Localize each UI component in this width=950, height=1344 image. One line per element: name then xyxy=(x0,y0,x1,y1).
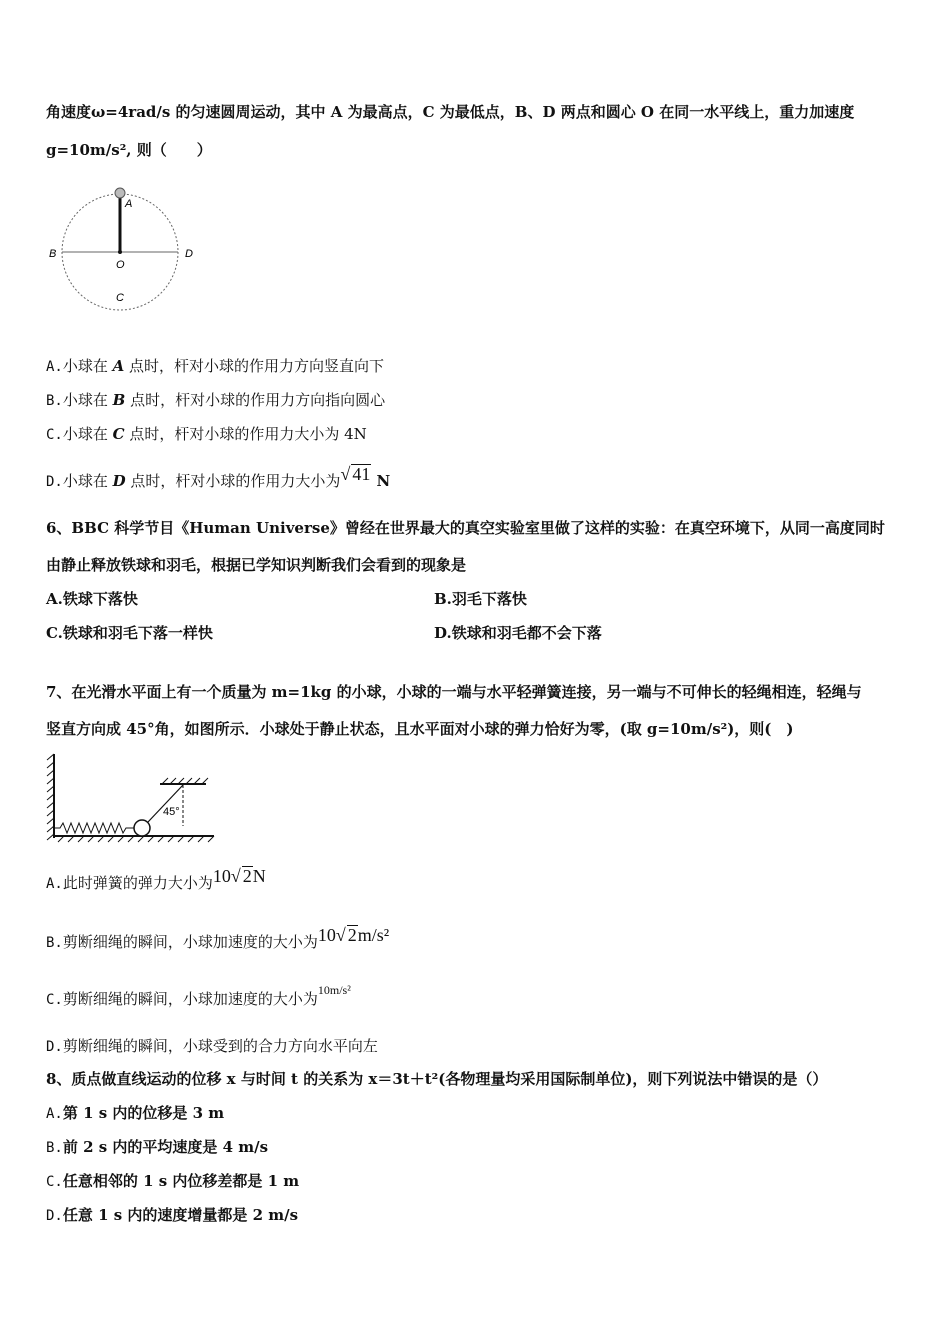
q5-label-O: O xyxy=(116,259,125,271)
q7-option-d[interactable] xyxy=(46,1036,378,1057)
q7-stem-line2: 竖直方向成 45°角，如图所示．小球处于静止状态，且水平面对小球的弹力恰好为零，(取 g=10m/s²)，则( ) xyxy=(46,720,794,738)
q7-option-d-text: 剪断细绳的瞬间，小球受到的合力方向水平向左 xyxy=(62,1037,378,1055)
q5-option-c-prefix: C. xyxy=(46,427,63,443)
q5-option-c-text2: 点时，杆对小球的作用力大小为 4N xyxy=(124,425,367,443)
q5-option-c-text1: 小球在 xyxy=(62,425,113,443)
q7-option-a-math: 10√ 2N xyxy=(212,866,266,886)
q5-option-a-point: A xyxy=(112,357,125,375)
q7-option-a-radicand: 2 xyxy=(242,866,252,886)
q8-option-b-text: 前 2 s 内的平均速度是 4 m/s xyxy=(62,1138,269,1156)
q8-option-c-prefix: C. xyxy=(46,1174,63,1190)
q7-spring xyxy=(54,823,134,833)
q5-label-C: C xyxy=(116,292,124,304)
q8-option-c[interactable] xyxy=(46,1171,299,1192)
q5-option-b-point: B xyxy=(112,391,126,409)
q6-option-d[interactable]: D.铁球和羽毛都不会下落 xyxy=(434,624,602,642)
q5-circle-figure xyxy=(44,182,204,322)
q5-option-a[interactable] xyxy=(46,356,384,377)
q5-option-a-prefix: A. xyxy=(46,359,63,375)
q6-stem-line2: 由静止释放铁球和羽毛，根据已学知识判断我们会看到的现象是 xyxy=(46,556,467,574)
q7-angle-label: 45° xyxy=(163,806,180,818)
q7-option-c[interactable] xyxy=(46,983,351,1010)
q7-option-b-unit: m/s² xyxy=(357,925,390,945)
q5-option-b[interactable] xyxy=(46,390,385,411)
q5-option-b-prefix: B. xyxy=(46,393,63,409)
q7-ball xyxy=(134,820,150,836)
q5-label-B: B xyxy=(49,248,57,260)
q7-option-c-prefix: C. xyxy=(46,992,63,1008)
q7-option-b[interactable] xyxy=(46,925,390,953)
q5-option-a-text1: 小球在 xyxy=(62,357,113,375)
q7-option-b-radicand: 2 xyxy=(347,925,357,945)
q5-option-d[interactable] xyxy=(46,464,391,492)
q5-option-c[interactable] xyxy=(46,424,367,445)
q5-ball xyxy=(115,188,125,198)
q5-option-b-text2: 点时，杆对小球的作用力方向指向圆心 xyxy=(125,391,386,409)
q5-option-c-point: C xyxy=(112,425,125,443)
q8-option-d-prefix: D. xyxy=(46,1208,63,1224)
q7-option-b-math: 10√ 2m/s² xyxy=(317,925,390,945)
q8-option-a-text: 第 1 s 内的位移是 3 m xyxy=(62,1104,225,1122)
q7-option-d-prefix: D. xyxy=(46,1039,63,1055)
q7-option-a-text: 此时弹簧的弹力大小为 xyxy=(62,874,213,892)
q5-option-d-radicand: 41 xyxy=(352,464,371,484)
q5-option-d-text1: 小球在 xyxy=(62,472,113,490)
q8-option-d-text: 任意 1 s 内的速度增量都是 2 m/s xyxy=(62,1206,299,1224)
q5-label-D: D xyxy=(185,248,193,260)
q7-option-a-prefix: A. xyxy=(46,876,63,892)
q7-spring-figure xyxy=(44,752,219,846)
q6-option-b[interactable]: B.羽毛下落快 xyxy=(434,590,527,608)
q7-option-b-prefix: B. xyxy=(46,935,63,951)
q5-option-d-sqrt: √ 41 xyxy=(340,464,371,484)
q7-option-a-coef: 10 xyxy=(212,866,231,886)
q8-option-c-text: 任意相邻的 1 s 内位移差都是 1 m xyxy=(62,1172,300,1190)
q6-stem-line1: 6、BBC 科学节目《Human Universe》曾经在世界最大的真空实验室里做了这样的实验：在真空环境下，从同一高度同时 xyxy=(46,519,885,537)
q8-option-a-prefix: A. xyxy=(46,1106,63,1122)
q5-option-a-text2: 点时，杆对小球的作用力方向竖直向下 xyxy=(124,357,385,375)
q5-center-dot xyxy=(118,250,122,254)
q6-option-c[interactable]: C.铁球和羽毛下落一样快 xyxy=(46,624,213,642)
q7-option-a-unit: N xyxy=(252,866,266,886)
q5-option-d-prefix: D. xyxy=(46,474,63,490)
q8-option-b-prefix: B. xyxy=(46,1140,63,1156)
q5-option-b-text1: 小球在 xyxy=(62,391,113,409)
q7-option-c-value: 10m/s² xyxy=(317,983,351,997)
q7-option-a[interactable] xyxy=(46,866,266,894)
q8-stem: 8、质点做直线运动的位移 x 与时间 t 的关系为 x＝3t＋t²(各物理量均采用国际制单位)，则下列说法中错误的是（） xyxy=(46,1070,828,1088)
q6-option-a[interactable]: A.铁球下落快 xyxy=(46,590,138,608)
q7-option-b-coef: 10 xyxy=(317,925,336,945)
q5-label-A: A xyxy=(125,198,133,210)
q7-stem-line1: 7、在光滑水平面上有一个质量为 m=1kg 的小球，小球的一端与水平轻弹簧连接，另一端与不可伸长的轻绳相连，轻绳与 xyxy=(46,683,862,701)
q5-stem-line1: 角速度ω=4rad/s 的匀速圆周运动，其中 A 为最高点，C 为最低点，B、D 两点和圆心 O 在同一水平线上，重力加速度 xyxy=(46,103,855,121)
q8-option-b[interactable] xyxy=(46,1137,268,1158)
q8-option-d[interactable] xyxy=(46,1205,298,1226)
q5-option-d-unit: N xyxy=(371,472,391,490)
q5-option-d-point: D xyxy=(112,472,126,490)
q7-left-wall-hatch xyxy=(47,754,54,840)
q5-stem-line2: g=10m/s², 则（ ） xyxy=(46,141,212,159)
q5-option-d-text2: 点时，杆对小球的作用力大小为 xyxy=(125,472,341,490)
q7-option-b-text: 剪断细绳的瞬间，小球加速度的大小为 xyxy=(62,933,318,951)
q8-option-a[interactable] xyxy=(46,1103,224,1124)
q7-option-c-text: 剪断细绳的瞬间，小球加速度的大小为 xyxy=(62,990,318,1008)
